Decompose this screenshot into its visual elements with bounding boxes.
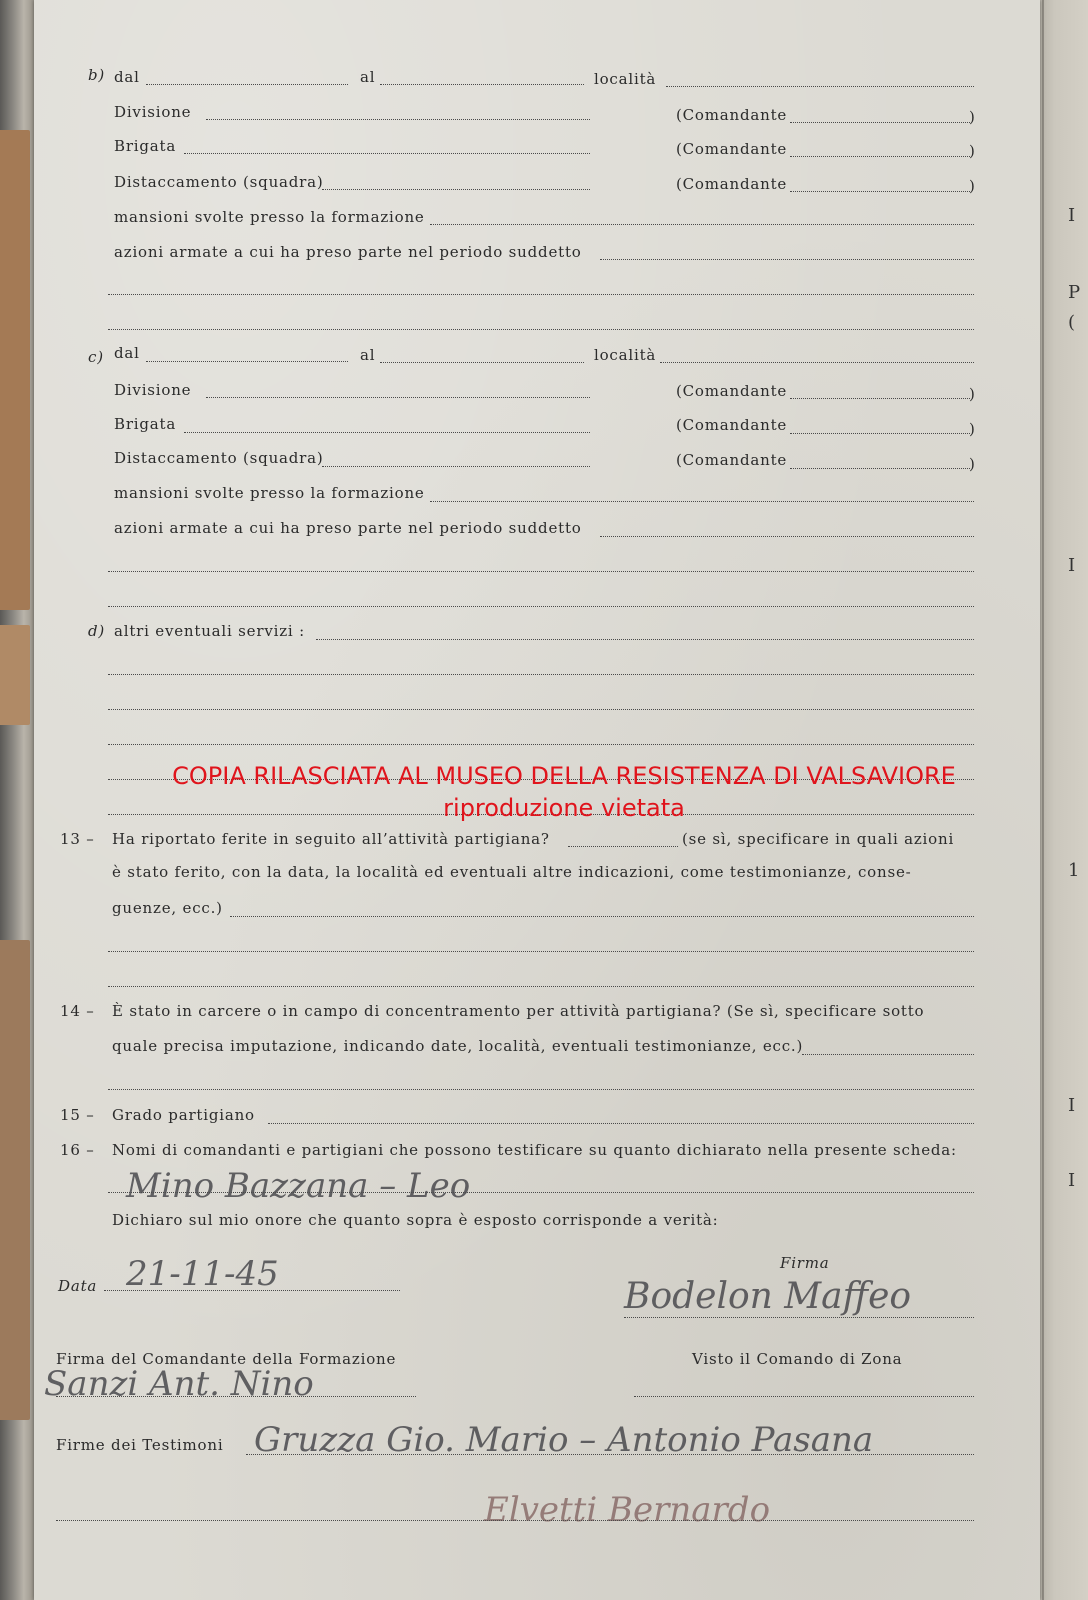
testimoni-signature-2: Elvetti Bernardo: [484, 1490, 771, 1530]
section-c-brigata-field[interactable]: [184, 432, 590, 433]
section-c-divisione-field[interactable]: [206, 397, 590, 398]
section-c-mansioni-label: mansioni svolte presso la formazione: [114, 484, 425, 502]
adjacent-page-strip: [1040, 0, 1088, 1600]
q14-details-field[interactable]: [802, 1054, 974, 1055]
section-b-distaccamento-label: Distaccamento (squadra): [114, 173, 324, 191]
section-b-brigata-comandante-field[interactable]: [790, 156, 970, 157]
section-c-distaccamento-label: Distaccamento (squadra): [114, 449, 324, 467]
close-paren: ): [969, 177, 976, 195]
adjacent-page-fragment: I: [1068, 1095, 1076, 1116]
adjacent-page-fragment: I: [1068, 555, 1076, 576]
firma-comandante-signature: Sanzi Ant. Nino: [44, 1364, 314, 1404]
section-c-divisione-comandante-label: (Comandante: [676, 382, 788, 400]
adjacent-page-fragment: P: [1068, 282, 1081, 303]
section-d-field[interactable]: [316, 639, 974, 640]
data-field[interactable]: [104, 1290, 400, 1291]
left-folder-tab: [0, 130, 30, 610]
left-folder-tab: [0, 940, 30, 1420]
section-b-localita-field[interactable]: [666, 86, 974, 87]
q16-names-field[interactable]: [108, 1192, 974, 1193]
close-paren: ): [969, 108, 976, 126]
section-b-divisione-label: Divisione: [114, 103, 192, 121]
section-c-al-field[interactable]: [380, 362, 584, 363]
close-paren: ): [969, 420, 976, 438]
section-b-divisione-comandante-field[interactable]: [790, 122, 970, 123]
section-b-mansioni-field[interactable]: [430, 224, 974, 225]
q16-number: 16 –: [60, 1141, 95, 1159]
q15-field[interactable]: [268, 1123, 974, 1124]
q15-label: Grado partigiano: [112, 1106, 255, 1124]
adjacent-page-fragment: I: [1068, 205, 1076, 226]
section-b-mansioni-label: mansioni svolte presso la formazione: [114, 208, 425, 226]
q15-number: 15 –: [60, 1106, 95, 1124]
form-sheet: [34, 0, 1040, 1600]
section-c-dal-label: dal: [114, 344, 140, 362]
section-c-distaccamento-comandante-field[interactable]: [790, 468, 970, 469]
section-c-azioni-line[interactable]: [108, 606, 974, 607]
section-b-brigata-field[interactable]: [184, 153, 590, 154]
section-d-letter: d): [88, 622, 106, 640]
testimoni-label: Firme dei Testimoni: [56, 1436, 224, 1454]
left-folder-tab: [0, 625, 30, 725]
declaration-text: Dichiaro sul mio onore che quanto sopra è esposto corrisponde a verità:: [112, 1211, 719, 1229]
firma-label: Firma: [780, 1254, 830, 1272]
section-b-azioni-label: azioni armate a cui ha preso parte nel periodo suddetto: [114, 243, 582, 261]
testimoni-signature-1: Gruzza Gio. Mario – Antonio Pasana: [254, 1420, 874, 1460]
data-label: Data: [58, 1277, 98, 1295]
q16-label: Nomi di comandanti e partigiani che possono testificare su quanto dichiarato nella presente scheda:: [112, 1141, 957, 1159]
section-c-divisione-comandante-field[interactable]: [790, 398, 970, 399]
q16-handwritten-names: Mino Bazzana – Leo: [126, 1166, 471, 1206]
section-c-azioni-line[interactable]: [108, 571, 974, 572]
testimoni-line[interactable]: [56, 1520, 974, 1521]
page-edge: [1042, 0, 1044, 1600]
close-paren: ): [969, 142, 976, 160]
section-b-dal-field[interactable]: [146, 84, 348, 85]
section-c-divisione-label: Divisione: [114, 381, 192, 399]
section-c-localita-field[interactable]: [660, 362, 974, 363]
close-paren: ): [969, 455, 976, 473]
q14-number: 14 –: [60, 1002, 95, 1020]
section-c-al-label: al: [360, 346, 376, 364]
section-b-azioni-line[interactable]: [108, 294, 974, 295]
firma-comandante-field[interactable]: [56, 1396, 416, 1397]
testimoni-field[interactable]: [246, 1454, 974, 1455]
visto-comando-field[interactable]: [634, 1396, 974, 1397]
section-d-line[interactable]: [108, 709, 974, 710]
q13-number: 13 –: [60, 830, 95, 848]
left-binding-strip: [0, 0, 34, 1600]
data-handwritten-value: 21-11-45: [126, 1254, 279, 1294]
q14-line2: quale precisa imputazione, indicando date, località, eventuali testimonianze, ecc.): [112, 1037, 804, 1055]
section-b-al-field[interactable]: [380, 84, 584, 85]
section-b-brigata-label: Brigata: [114, 137, 177, 155]
firma-comandante-label: Firma del Comandante della Formazione: [56, 1350, 397, 1368]
section-b-divisione-comandante-label: (Comandante: [676, 106, 788, 124]
section-d-label: altri eventuali servizi :: [114, 622, 305, 640]
section-b-brigata-comandante-label: (Comandante: [676, 140, 788, 158]
section-b-distaccamento-field[interactable]: [322, 189, 590, 190]
section-c-dal-field[interactable]: [146, 361, 348, 362]
section-b-dal-label: dal: [114, 68, 140, 86]
section-c-distaccamento-comandante-label: (Comandante: [676, 451, 788, 469]
section-c-localita-label: località: [594, 346, 657, 364]
section-d-line[interactable]: [108, 674, 974, 675]
section-b-azioni-line[interactable]: [108, 329, 974, 330]
section-c-distaccamento-field[interactable]: [322, 466, 590, 467]
section-b-localita-label: località: [594, 70, 657, 88]
section-b-azioni-field[interactable]: [600, 259, 974, 260]
q13-answer-field[interactable]: [568, 846, 678, 847]
q13-line1: Ha riportato ferite in seguito all’attività partigiana?: [112, 830, 550, 848]
q13-line1-continuation: (se sì, specificare in quali azioni: [682, 830, 955, 848]
section-c-mansioni-field[interactable]: [430, 501, 974, 502]
section-c-brigata-comandante-field[interactable]: [790, 433, 970, 434]
section-d-line[interactable]: [108, 744, 974, 745]
q14-details-line[interactable]: [108, 1089, 974, 1090]
section-b-al-label: al: [360, 68, 376, 86]
section-c-azioni-label: azioni armate a cui ha preso parte nel periodo suddetto: [114, 519, 582, 537]
section-b-distaccamento-comandante-field[interactable]: [790, 191, 970, 192]
firma-field[interactable]: [624, 1317, 974, 1318]
section-b-divisione-field[interactable]: [206, 119, 590, 120]
q14-line1: È stato in carcere o in campo di concentramento per attività partigiana? (Se sì, specificare sotto: [112, 1002, 925, 1020]
q13-line3: guenze, ecc.): [112, 899, 223, 917]
watermark-line2: riproduzione vietata: [443, 794, 685, 822]
section-c-brigata-comandante-label: (Comandante: [676, 416, 788, 434]
q13-details-line[interactable]: [108, 986, 974, 987]
q13-details-field[interactable]: [230, 916, 974, 917]
adjacent-page-fragment: (: [1068, 312, 1076, 333]
q13-details-line[interactable]: [108, 951, 974, 952]
watermark-line1: COPIA RILASCIATA AL MUSEO DELLA RESISTENZA DI VALSAVIORE: [172, 762, 956, 790]
section-c-brigata-label: Brigata: [114, 415, 177, 433]
section-b-distaccamento-comandante-label: (Comandante: [676, 175, 788, 193]
section-b-letter: b): [88, 66, 106, 84]
close-paren: ): [969, 385, 976, 403]
visto-comando-label: Visto il Comando di Zona: [692, 1350, 903, 1368]
adjacent-page-fragment: I: [1068, 1170, 1076, 1191]
q13-line2: è stato ferito, con la data, la località ed eventuali altre indicazioni, come testimonianze, conse-: [112, 863, 912, 881]
section-c-azioni-field[interactable]: [600, 536, 974, 537]
section-c-letter: c): [88, 348, 104, 366]
firma-signature: Bodelon Maffeo: [624, 1276, 912, 1317]
adjacent-page-fragment: 1: [1068, 860, 1080, 881]
